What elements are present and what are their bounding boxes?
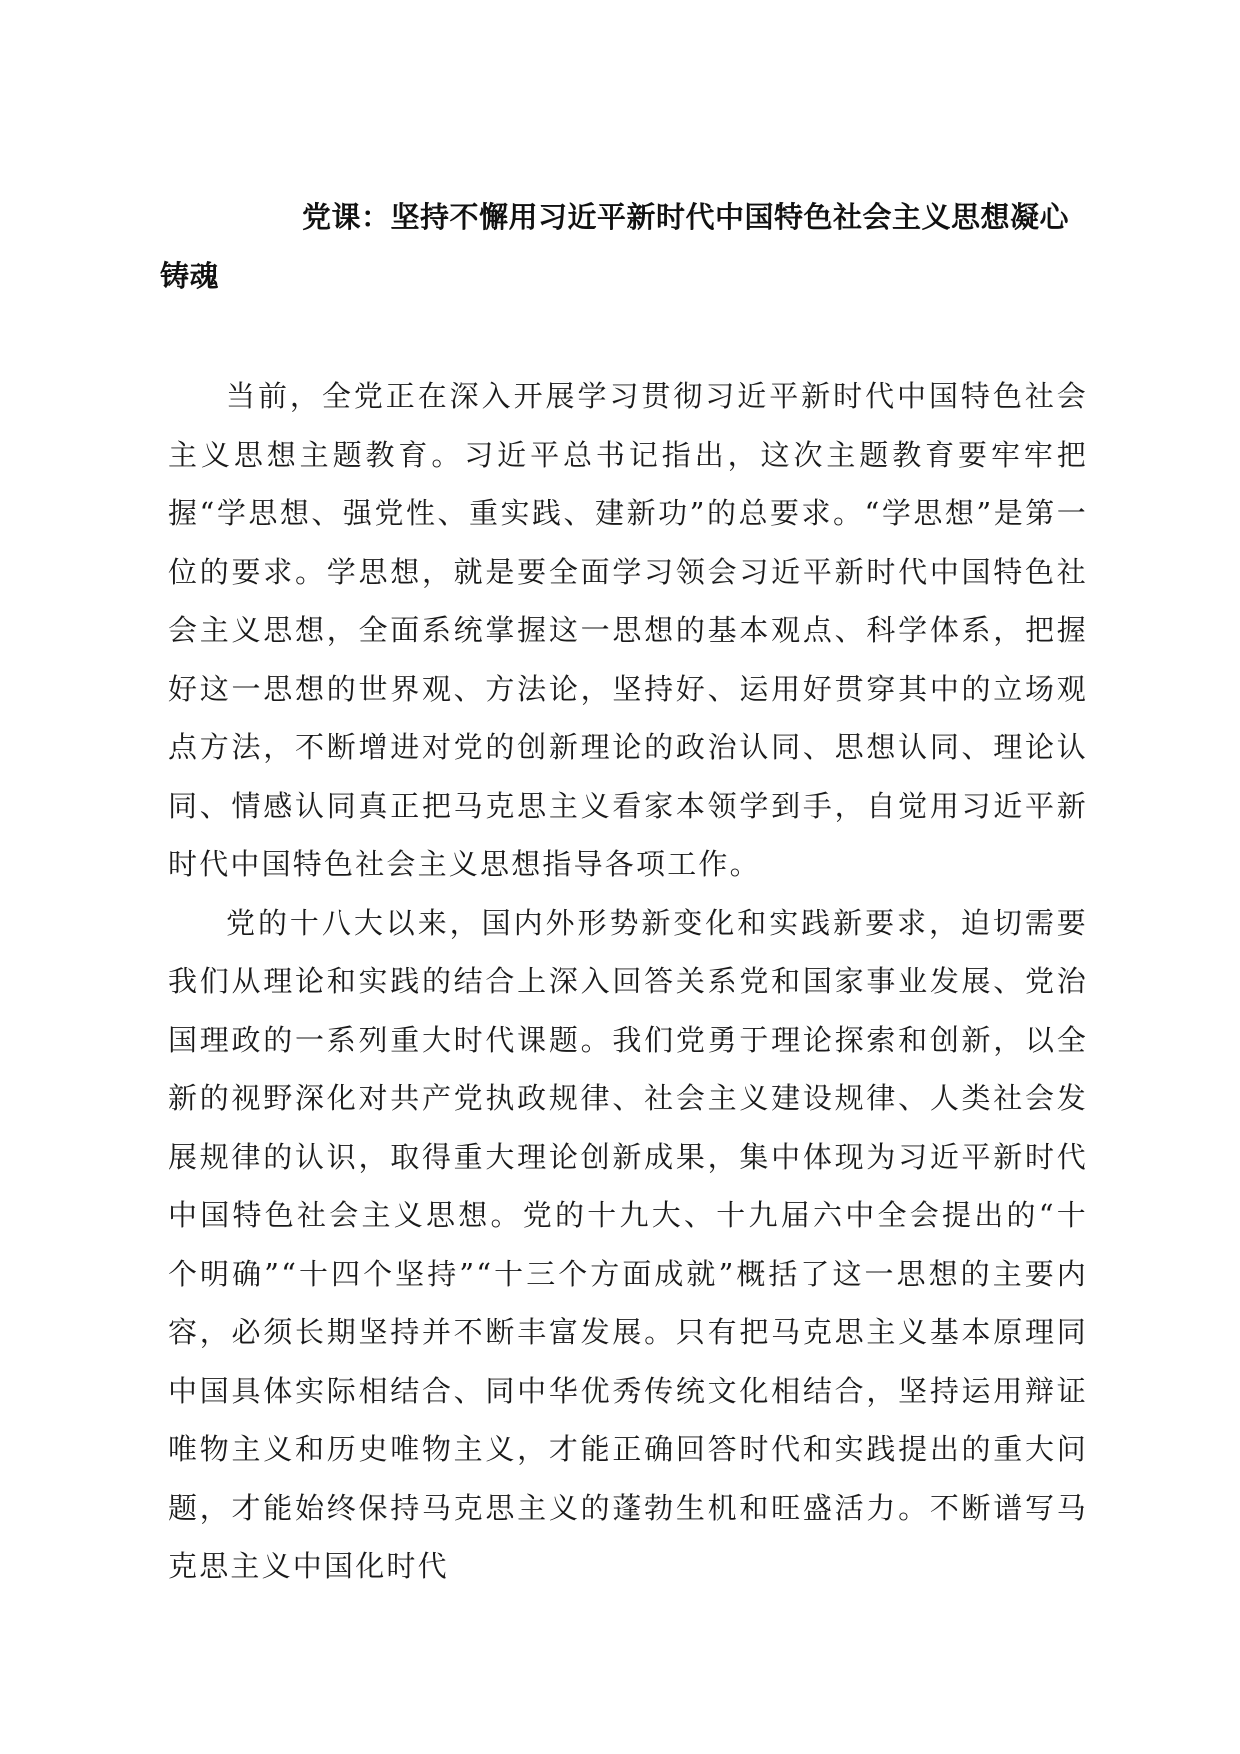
document-title-text: 党课：坚持不懈用习近平新时代中国特色社会主义思想凝心铸魂 (160, 200, 1070, 293)
document-title (160, 188, 1080, 306)
paragraph: 当前，全党正在深入开展学习贯彻习近平新时代中国特色社会主义思想主题教育。习近平总书记指出，这次主题教育要牢牢把握“学思想、强党性、重实践、建新功”的总要求。“学思想”是第一位的要求。学思想，就是要全面学习领会习近平新时代中国特色社会主义思想，全面系统掌握这一思想的基本观点、科学体系，把握好这一思想的世界观、方法论，坚持好、运用好贯穿其中的立场观点方法，不断增进对党的创新理论的政治认同、思想认同、理论认同、情感认同真正把马克思主义看家本领学到手，自觉用习近平新时代中国特色社会主义思想指导各项工作。 (168, 379, 1088, 881)
document-body (168, 367, 1088, 1596)
paragraph: 党的十八大以来，国内外形势新变化和实践新要求，迫切需要我们从理论和实践的结合上深入回答关系党和国家事业发展、党治国理政的一系列重大时代课题。我们党勇于理论探索和创新，以全新的视野深化对共产党执政规律、社会主义建设规律、人类社会发展规律的认识，取得重大理论创新成果，集中体现为习近平新时代中国特色社会主义思想。党的十九大、十九届六中全会提出的“十个明确”“十四个坚持”“十三个方面成就”概括了这一思想的主要内容，必须长期坚持并不断丰富发展。只有把马克思主义基本原理同中国具体实际相结合、同中华优秀传统文化相结合，坚持运用辩证唯物主义和历史唯物主义，才能正确回答时代和实践提出的重大问题，才能始终保持马克思主义的蓬勃生机和旺盛活力。不断谱写马克思主义中国化时代 (168, 905, 1088, 1583)
